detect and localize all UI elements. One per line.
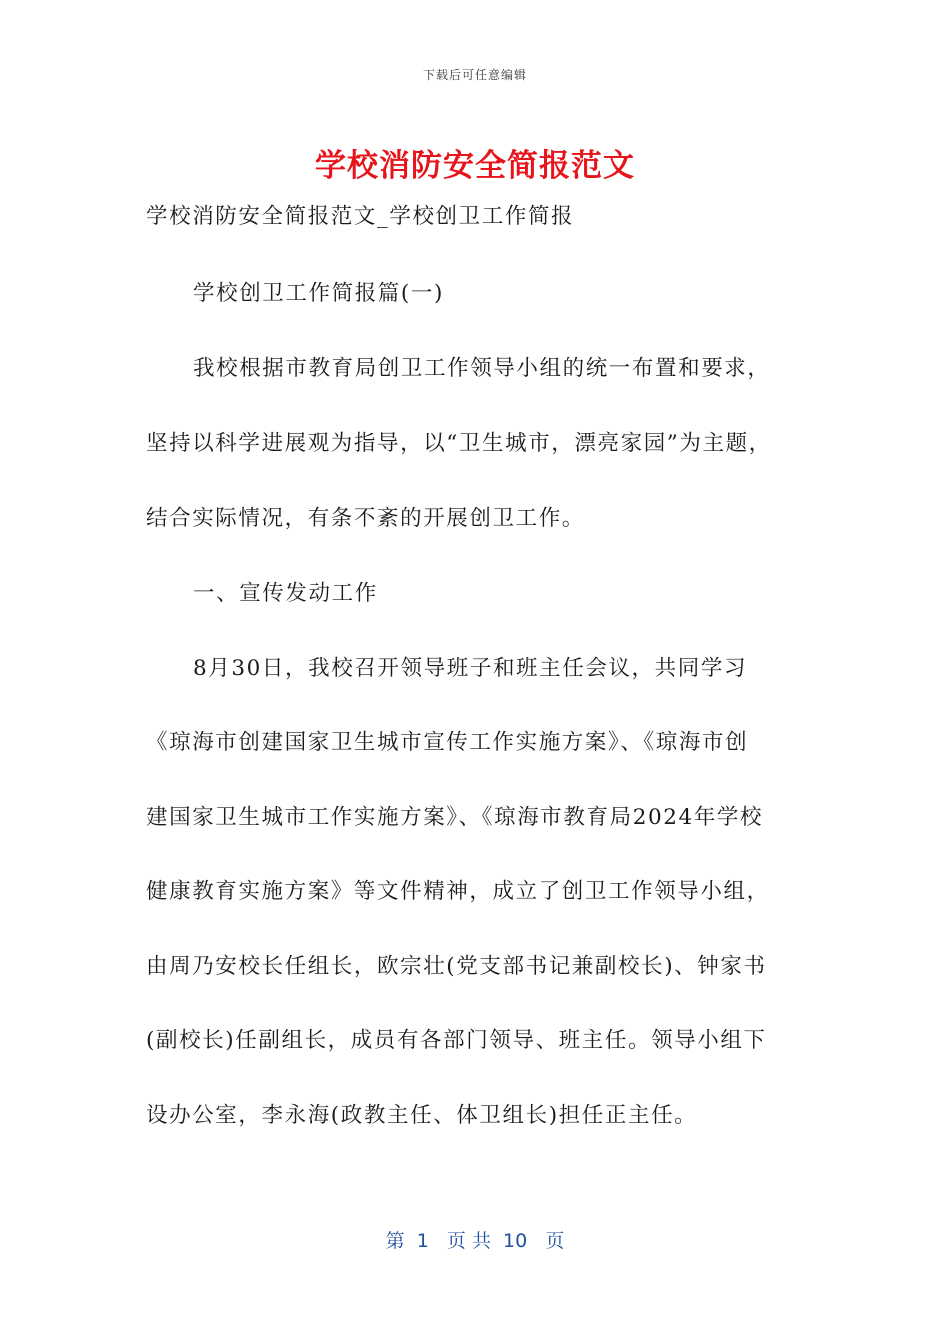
paragraph-line: 设办公室，李永海(政教主任、体卫组长)担任正主任。 <box>146 1103 698 1128</box>
paragraph-line: 结合实际情况，有条不紊的开展创卫工作。 <box>146 506 585 531</box>
paragraph-line: 健康教育实施方案》等文件精神，成立了创卫工作领导小组， <box>146 879 770 904</box>
paragraph-line: 坚持以科学进展观为指导，以“卫生城市，漂亮家园”为主题， <box>146 431 772 456</box>
page-number-footer: 第 1 页 共 10 页 <box>385 1230 565 1252</box>
paragraph-line: 建国家卫生城市工作实施方案》、《琼海市教育局2024年学校 <box>146 805 764 830</box>
section-heading-line: 学校创卫工作简报篇(一) <box>193 281 444 306</box>
section-heading-line: 一、宣传发动工作 <box>193 581 378 606</box>
document-title: 学校消防安全简报范文 <box>315 148 635 184</box>
paragraph-line: 《琼海市创建国家卫生城市宣传工作实施方案》、《琼海市创 <box>146 730 749 755</box>
subtitle-line: 学校消防安全简报范文_学校创卫工作简报 <box>146 204 575 229</box>
paragraph-line: 8月30日，我校召开领导班子和班主任会议，共同学习 <box>193 656 748 681</box>
paragraph-line: 由周乃安校长任组长，欧宗壮(党支部书记兼副校长)、钟家书 <box>146 954 767 979</box>
paragraph-line: (副校长)任副组长，成员有各部门领导、班主任。领导小组下 <box>146 1028 767 1053</box>
paragraph-line: 我校根据市教育局创卫工作领导小组的统一布置和要求， <box>193 356 771 381</box>
header-note: 下载后可任意编辑 <box>422 68 527 82</box>
